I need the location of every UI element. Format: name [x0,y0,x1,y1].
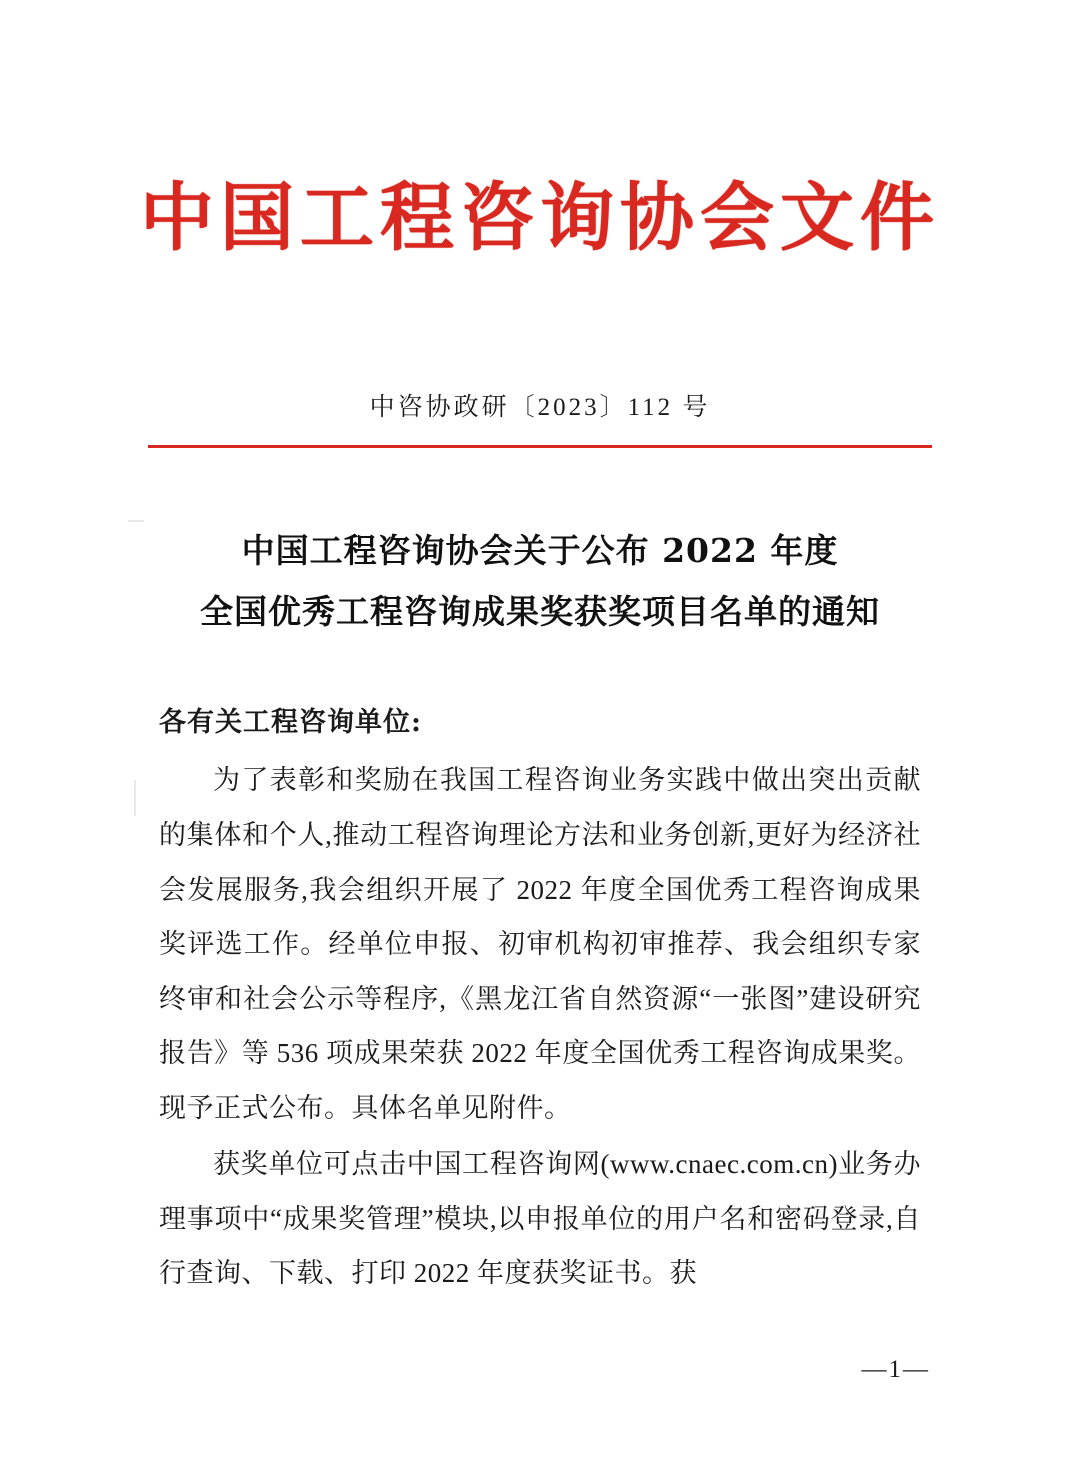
page-title [0,520,1080,642]
page-number: —1— [861,1356,930,1383]
red-divider-rule [148,445,932,448]
scan-artifact [134,780,136,816]
document-body [159,700,921,1300]
page-title-line-2: 全国优秀工程咨询成果奖获奖项目名单的通知 [200,592,880,632]
document-number-block [0,387,1080,448]
document-header [0,0,1080,259]
organization-title: 中国工程咨询协会文件 [140,175,940,261]
page-title-line-1: 中国工程咨询协会关于公布 2022 年度 [241,531,839,571]
salutation: 各有关工程咨询单位: [159,707,422,739]
body-paragraph-1: 为了表彰和奖励在我国工程咨询业务实践中做出突出贡献的集体和个人,推动工程咨询理论方法和业务创新,更好为经济社会发展服务,我会组织开展了 2022 年度全国优秀工程咨询成果奖评选工作。经单位申报、初审机构初审推荐、我会组织专家终审和社会公示等程序,《黑龙江省自然资源“一张图”建设研究报告》等 536 项成果荣获 2022 年度全国优秀工程咨询成果奖。现予正式公布。具体名单见附件。 [159,765,921,1123]
document-number: 中咨协政研〔2023〕112 号 [369,394,711,422]
scan-artifact [128,520,144,522]
body-paragraph-2: 获奖单位可点击中国工程咨询网(www.cnaec.com.cn)业务办理事项中“成果奖管理”模块,以申报单位的用户名和密码登录,自行查询、下载、打印 2022 年度获奖证书。获 [159,1149,921,1289]
